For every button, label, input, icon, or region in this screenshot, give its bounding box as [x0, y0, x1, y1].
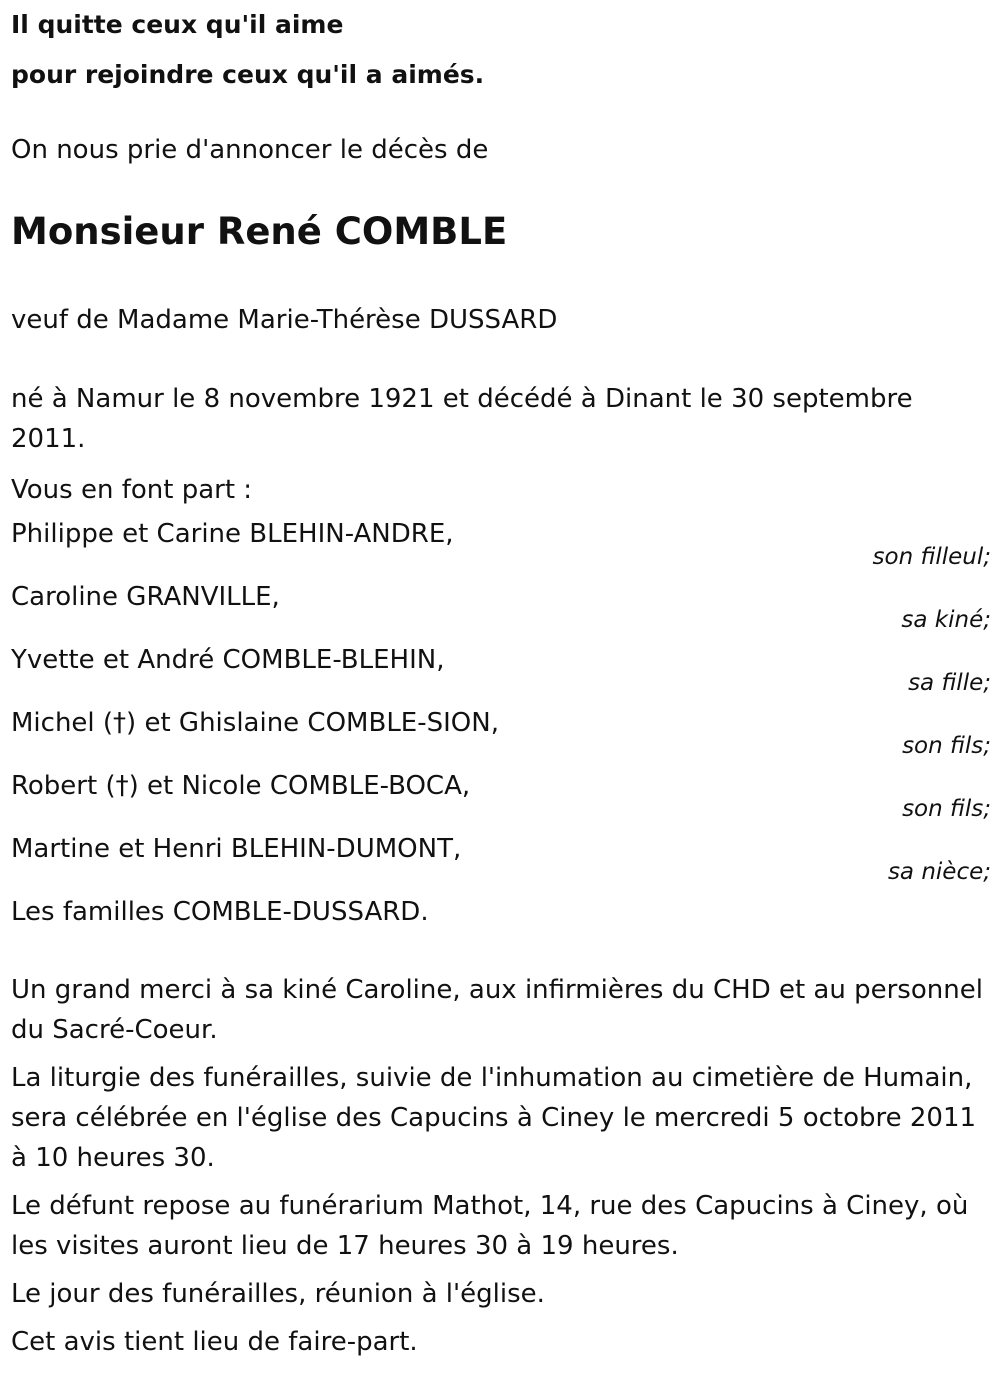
family-member-relation: sa kiné;	[901, 607, 991, 633]
repose-text: Le défunt repose au funérarium Mathot, 14, rue des Capucins à Ciney, où les visites auront lieu de 17 heures 30 à 19 heures.	[11, 1191, 969, 1261]
family-member-relation: sa fille;	[908, 670, 991, 696]
family-list	[11, 514, 991, 892]
family-member-name: Robert (†) et Nicole COMBLE-BOCA,	[11, 771, 471, 801]
epigraph	[11, 0, 991, 100]
family-row	[11, 766, 991, 829]
birth-death-text: né à Namur le 8 novembre 1921 et décédé à Dinant le 30 septembre 2011.	[11, 384, 913, 454]
family-row	[11, 640, 991, 703]
epigraph-line-2: pour rejoindre ceux qu'il a aimés.	[11, 60, 485, 89]
family-member-name: Martine et Henri BLEHIN-DUMONT,	[11, 834, 462, 864]
family-member-relation: son fils;	[902, 733, 991, 759]
obituary-notice	[11, 0, 991, 1362]
family-member-relation: sa nièce;	[887, 859, 991, 885]
family-row	[11, 577, 991, 640]
family-member-name: Yvette et André COMBLE-BLEHIN,	[11, 645, 445, 675]
family-member-name: Michel (†) et Ghislaine COMBLE-SION,	[11, 708, 499, 738]
thanks-text: Un grand merci à sa kiné Caroline, aux infirmières du CHD et au personnel du Sacré-Coeur.	[11, 975, 983, 1045]
family-row	[11, 514, 991, 577]
announcement-text: On nous prie d'annoncer le décès de	[11, 135, 489, 165]
family-member-name: Caroline GRANVILLE,	[11, 582, 280, 612]
family-member-name: Philippe et Carine BLEHIN-ANDRE,	[11, 519, 454, 549]
families-text: Les familles COMBLE-DUSSARD.	[11, 897, 429, 927]
family-member-relation: son filleul;	[872, 544, 991, 570]
announcers-intro: Vous en font part :	[11, 475, 253, 505]
widow-of-text: veuf de Madame Marie-Thérèse DUSSARD	[11, 305, 558, 335]
family-row	[11, 703, 991, 766]
family-member-relation: son fils;	[902, 796, 991, 822]
family-row	[11, 829, 991, 892]
epigraph-line-1: Il quitte ceux qu'il aime	[11, 10, 344, 39]
liturgy-text: La liturgie des funérailles, suivie de l'inhumation au cimetière de Humain, sera célébrée en l'église des Capucins à Ciney le mercredi 5 octobre 2011 à 10 heures 30.	[11, 1063, 977, 1173]
notice-text: Cet avis tient lieu de faire-part.	[11, 1327, 418, 1357]
meeting-text: Le jour des funérailles, réunion à l'église.	[11, 1279, 545, 1309]
deceased-name: Monsieur René COMBLE	[11, 210, 508, 253]
